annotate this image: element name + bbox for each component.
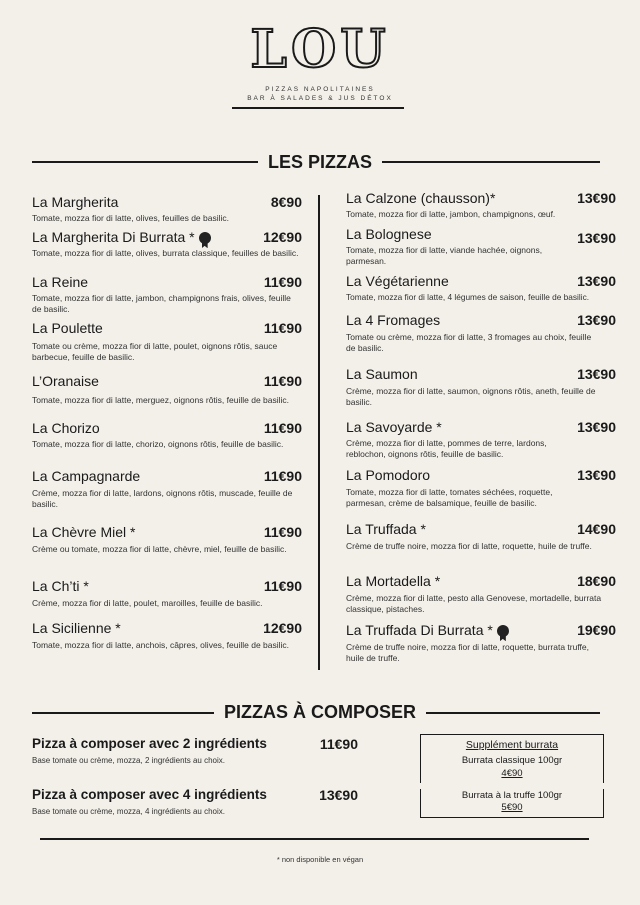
menu-item: La Végétarienne 13€90 Tomate, mozza fior di latte, 4 légumes de saison, feuille de basilic.	[346, 273, 616, 302]
supplement-option: Burrata classique 100gr	[461, 755, 563, 766]
compose-item: Pizza à composer avec 2 ingrédients 11€90 Base tomate ou crème, mozza, 2 ingrédients au choix.	[32, 736, 358, 765]
section-title-pizzas: LES PIZZAS	[0, 152, 640, 173]
menu-item: La Chèvre Miel * 11€90 Crème ou tomate, mozza fior di latte, chèvre, miel, feuille de basilic.	[32, 524, 302, 554]
menu-item: La 4 Fromages 13€90 Tomate ou crème, mozza fior di latte, 3 fromages au choix, feuille de basilic.	[346, 312, 616, 353]
award-ribbon-icon	[497, 625, 509, 637]
menu-item: La Mortadella * 18€90 Crème, mozza fior di latte, pesto alla Genovese, mortadelle, burrata classique, pistaches.	[346, 573, 616, 614]
menu-item: La Bolognese 13€90 Tomate, mozza fior di latte, viande hachée, oignons, parmesan.	[346, 226, 616, 266]
divider	[232, 107, 404, 109]
menu-item: La Chorizo 11€90 Tomate, mozza fior di latte, chorizo, oignons rôtis, feuille de basilic.	[32, 420, 302, 449]
divider	[40, 838, 589, 840]
supplement-price: 4€90	[501, 768, 523, 779]
menu-item: La Margherita Di Burrata * 12€90 Tomate, mozza fior di latte, olives, burrata classique, feuilles de basilic.	[32, 229, 302, 258]
menu-item: L’Oranaise 11€90 Tomate, mozza fior di latte, merguez, oignons rôtis, feuille de basilic.	[32, 373, 302, 405]
section-title-compose: PIZZAS À COMPOSER	[0, 702, 640, 723]
menu-item: La Truffada Di Burrata * 19€90 Crème de truffe noire, mozza fior di latte, roquette, burrata truffe, huile de truffe.	[346, 622, 616, 663]
menu-item: La Sicilienne * 12€90 Tomate, mozza fior di latte, anchois, câpres, olives, feuille de basilic.	[32, 620, 302, 650]
tagline-2: BAR À SALADES & JUS DÉTOX	[247, 95, 393, 102]
supplement-option: Burrata à la truffe 100gr	[461, 790, 563, 801]
footnote: * non disponible en végan	[276, 855, 364, 864]
supplement-box	[420, 789, 604, 818]
menu-item: La Poulette 11€90 Tomate ou crème, mozza fior di latte, poulet, oignons rôtis, sauce barbecue, feuille de basilic.	[32, 320, 302, 362]
menu-item: La Ch’ti * 11€90 Crème, mozza fior di latte, poulet, maroilles, feuille de basilic.	[32, 578, 302, 608]
compose-item: Pizza à composer avec 4 ingrédients 13€90 Base tomate ou crème, mozza, 4 ingrédients au choix.	[32, 787, 358, 816]
supplement-price: 5€90	[501, 802, 523, 813]
menu-item: La Saumon 13€90 Crème, mozza fior di latte, saumon, oignons rôtis, aneth, feuille de basilic.	[346, 366, 616, 407]
menu-item: La Reine 11€90 Tomate, mozza fior di latte, jambon, champignons frais, olives, feuille de basilic.	[32, 274, 302, 314]
menu-item: La Savoyarde * 13€90 Crème, mozza fior di latte, pommes de terre, lardons, reblochon, oignons rôtis, feuille de basilic.	[346, 419, 616, 459]
menu-item: La Pomodoro 13€90 Tomate, mozza fior di latte, tomates séchées, roquette, parmesan, crème de balsamique, feuille de basilic.	[346, 467, 616, 508]
tagline-1: PIZZAS NAPOLITAINES	[265, 86, 375, 93]
menu-item: La Truffada * 14€90 Crème de truffe noire, mozza fior di latte, roquette, huile de truffe.	[346, 521, 616, 551]
logo: LOU	[250, 19, 390, 80]
menu-item: La Margherita 8€90 Tomate, mozza fior di latte, olives, feuilles de basilic.	[32, 194, 302, 223]
menu-item: La Campagnarde 11€90 Crème, mozza fior di latte, lardons, oignons rôtis, muscade, feuille de basilic.	[32, 468, 302, 509]
supplement-title: Supplément burrata	[465, 739, 559, 751]
supplement-box	[420, 734, 604, 783]
award-ribbon-icon	[199, 232, 211, 244]
menu-item: La Calzone (chausson)* 13€90 Tomate, mozza fior di latte, jambon, champignons, œuf.	[346, 190, 616, 219]
column-divider	[318, 195, 320, 670]
